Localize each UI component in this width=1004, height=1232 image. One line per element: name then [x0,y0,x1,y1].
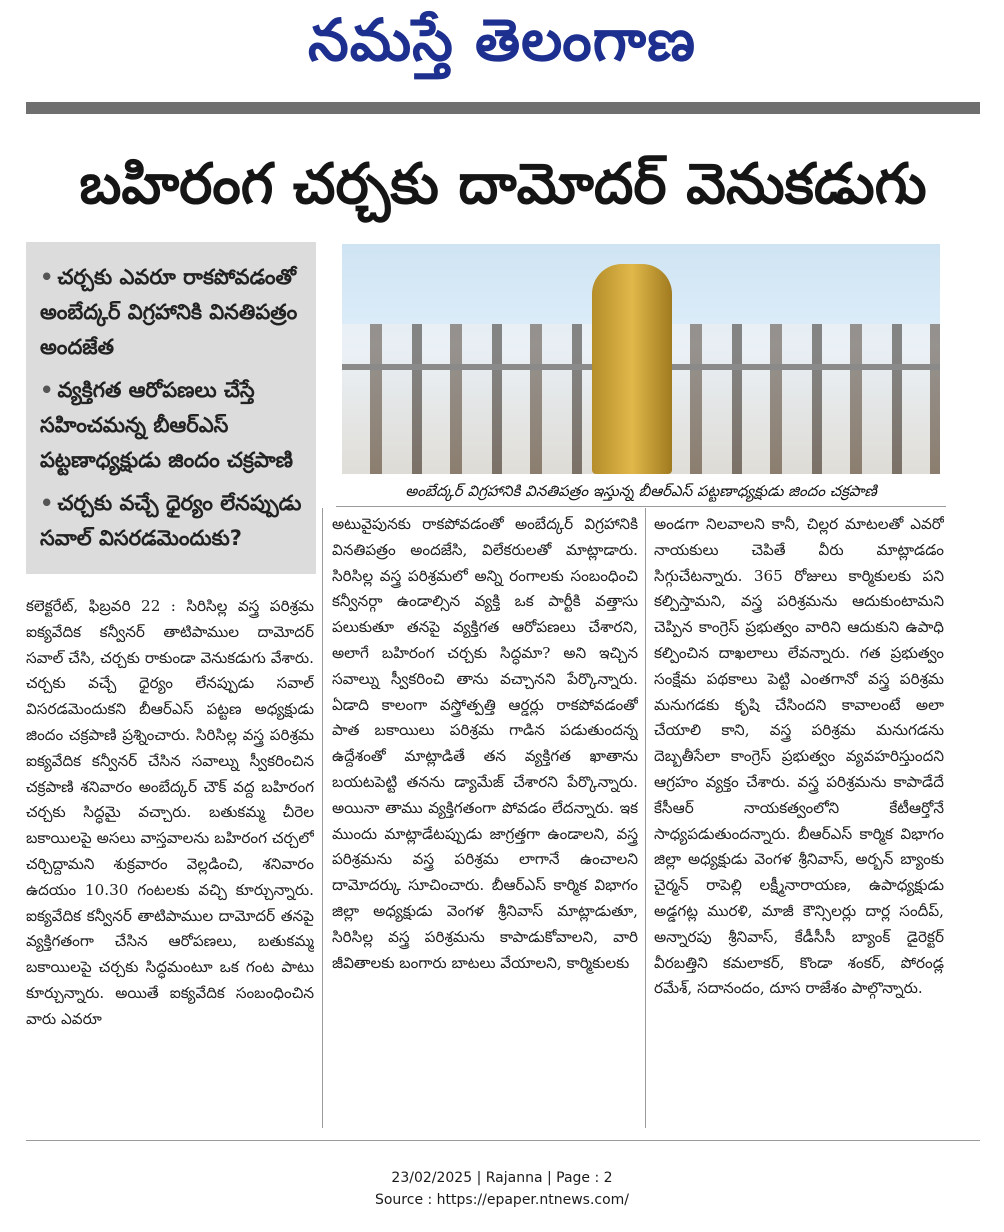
highlight-item: • వ్యక్తిగత ఆరోపణలు చేస్తే సహించమన్న బీఆర్ఎస్ పట్టణాధ్యక్షుడు జిందం చక్రపాణి [40,378,293,472]
article-column-1: కలెక్టరేట్, ఫిబ్రవరి 22 : సిరిసిల్ల వస్త్ర పరిశ్రమ ఐక్యవేదిక కన్వీనర్ తాటిపాముల దామోదర్ సవాల్ చేసి, చర్చకు రాకుండా వెనుకడుగు వేశారు. చర్చకు వచ్చే ధైర్యం లేనప్పుడు సవాల్ విసరడమెందుకని బీఆర్ఎస్ పట్టణ అధ్యక్షుడు జిందం చక్రపాణి ప్రశ్నించారు. సిరిసిల్ల వస్త్ర పరిశ్రమ ఐక్యవేదిక కన్వీనర్ చేసిన సవాల్ను స్వీకరించిన చక్రపాణి శనివారం అంబేద్కర్ చౌక్ వద్ద బహిరంగ చర్చకు సిద్ధమై వచ్చారు. బతుకమ్మ చీరెల బకాయిలపై అసలు వాస్తవాలను బహిరంగ చర్చలో చర్చిద్దామని శుక్రవారం వెల్లడించి, శనివారం ఉదయం 10.30 గంటలకు వచ్చి కూర్చున్నారు. ఐక్యవేదిక కన్వీనర్ తాటిపాముల దామోదర్ తనపై వ్యక్తిగతంగా చేసిన ఆరోపణలు, బతుకమ్మ బకాయిలపై చర్చకు సిద్ధమంటూ ఒక గంట పాటు కూర్చున్నారు. అయితే ఐక్యవేదిక సంబంధించిన వారు ఎవరూ [26,597,314,1028]
column-divider [322,508,323,1128]
bullet-icon: • [40,378,54,402]
bullet-icon: • [40,265,54,289]
statue-shape [592,264,672,474]
article-column-3: అండగా నిలవాలని కానీ, చిల్లర మాటలతో ఎవరో నాయకులు చెపితే వీరు మాట్లాడడం సిగ్గుచేటన్నారు. 365 రోజులు కార్మికులకు పని కల్పిస్తామని, వస్త్ర పరిశ్రమను ఆదుకుంటామని చెప్పిన కాంగ్రెస్ ప్రభుత్వం వారిని ఆదుకుని ఉపాధి కల్పించిన దాఖలాలు లేవన్నారు. గత ప్రభుత్వం సంక్షేమ పథకాలు పెట్టి ఎంతగానో వస్త్ర పరిశ్రమ మనుగడకు కృషి చేసిందని కావాలంటే అలా చేయాలి కాని, వస్త్ర పరిశ్రమ మనుగడను దెబ్బతీసేలా కాంగ్రెస్ ప్రభుత్వం వ్యవహరిస్తుందని ఆగ్రహం వ్యక్తం చేశారు. వస్త్ర పరిశ్రమను కాపాడేదే కేసీఆర్ నాయకత్వంలోని కేటీఆర్తోనే సాధ్యపడుతుందన్నారు. బీఆర్ఎస్ కార్మిక విభాగం జిల్లా అధ్యక్షుడు వెంగళ శ్రీనివాస్, అర్బన్ బ్యాంకు చైర్మన్ రాపెల్లి లక్ష్మీనారాయణ, ఉపాధ్యక్షుడు అడ్డగట్ల మురళి, మాజీ కౌన్సిలర్లు దార్ల సందీప్, అన్నారపు శ్రీనివాస్, కేడీసీసీ బ్యాంక్ డైరెక్టర్ వీరబత్తిని కమలాకర్, కొండా శంకర్, పోరండ్ల రమేశ్, సదానందం, దూస రాజేశం పాల్గొన్నారు. [654,515,944,998]
footer-source: Source : https://epaper.ntnews.com/ [374,1192,630,1208]
highlight-item: • చర్చకు ఎవరూ రాకపోవడంతో అంబేద్కర్ విగ్రహానికి వినతిపత్రం అందజేత [40,265,298,359]
highlights-box [26,242,316,574]
headline: బహిరంగ చర్చకు దామోదర్ వెనుకడుగు [79,152,927,217]
photo-caption: అంబేద్కర్ విగ్రహానికి వినతిపత్రం ఇస్తున్న బీఆర్ఎస్ పట్టణాధ్యక్షుడు జిందం చక్రపాణి [405,482,877,500]
column-divider [645,508,646,1128]
caption-divider [336,506,946,507]
masthead [0,0,1004,96]
masthead-title: నమస్తే తెలంగాణ [308,6,696,74]
footer-date-page: 23/02/2025 | Rajanna | Page : 2 [391,1170,613,1186]
masthead-bar [26,102,980,114]
highlight-item: • చర్చకు వచ్చే ధైర్యం లేనప్పుడు సవాల్ విసరడమెందుకు? [40,491,302,550]
article-column-2: అటువైపునకు రాకపోవడంతో అంబేద్కర్ విగ్రహానికి వినతిపత్రం అందజేసి, విలేకరులతో మాట్లాడారు. సిరిసిల్ల వస్త్ర పరిశ్రమలో అన్ని రంగాలకు సంబంధించి కన్వీనర్గా ఉండాల్సిన వ్యక్తి ఒక పార్టీకి వత్తాసు పలుకుతూ తనపై వ్యక్తిగత ఆరోపణలు చేశారని, అలాగే బహిరంగ చర్చకు సిద్ధమా? అని ఇచ్చిన సవాల్ను స్వీకరించి తాను వచ్చానని పేర్కొన్నారు. ఏడాది కాలంగా వస్త్రోత్పత్తి ఆర్డర్లు రాకపోవడంతో పాత బకాయిలు పరిశ్రమ గాడిన పడుతుందన్న ఉద్దేశంతో మాట్లాడితే తన వ్యక్తిగత ఖాతాను బయటపెట్టి తనను డ్యామేజ్ చేశారని పేర్కొన్నారు. అయినా తాము వ్యక్తిగతంగా పోవడం లేదన్నారు. ఇక ముందు మాట్లాడేటప్పుడు జాగ్రత్తగా ఉండాలని, వస్త్ర పరిశ్రమను వస్త్ర పరిశ్రమ లాగానే ఉంచాలని దామోదర్కు సూచించారు. బీఆర్ఎస్ కార్మిక విభాగం జిల్లా అధ్యక్షుడు వెంగళ శ్రీనివాస్ మాట్లాడుతూ, సిరిసిల్ల వస్త్ర పరిశ్రమను కాపాడుకోవాలని, వారి జీవితాలకు బంగారు బాటలు వేయాలని, కార్మికులకు [332,515,638,972]
bullet-icon: • [40,491,54,515]
news-photo [342,244,940,474]
bottom-rule [26,1140,980,1141]
